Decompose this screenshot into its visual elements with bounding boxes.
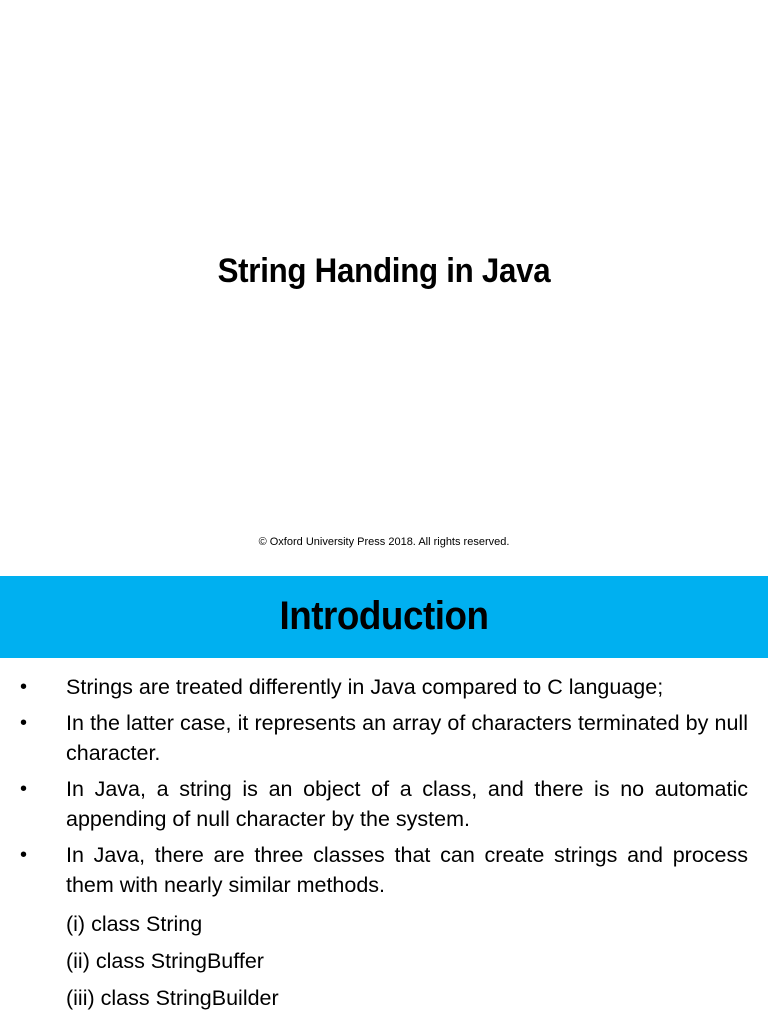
bullet-icon: •	[20, 844, 28, 866]
slide-heading: Introduction	[279, 594, 489, 638]
class-item-stringbuffer: (ii) class StringBuffer	[66, 949, 264, 973]
class-list	[66, 906, 279, 1017]
bullet-icon: •	[20, 712, 28, 734]
bullet-icon: •	[20, 676, 28, 698]
bullet-icon: •	[20, 778, 28, 800]
class-item-string: (i) class String	[66, 912, 203, 936]
introduction-slide	[0, 576, 768, 1024]
bullet-item	[0, 708, 768, 768]
copyright-notice: © Oxford University Press 2018. All rights reserved.	[258, 536, 510, 548]
bullet-text: In the latter case, it represents an array of characters terminated by null character.	[66, 711, 748, 765]
bullet-item	[0, 774, 768, 834]
bullet-item	[0, 672, 768, 702]
bullet-list	[0, 672, 768, 906]
bullet-text: In Java, there are three classes that can create strings and process them with nearly similar methods.	[66, 843, 748, 897]
bullet-item	[0, 840, 768, 900]
slide-title: String Handing in Java	[217, 252, 551, 290]
bullet-text: In Java, a string is an object of a class, and there is no automatic appending of null character by the system.	[66, 777, 748, 831]
bullet-text: Strings are treated differently in Java compared to C language;	[66, 675, 664, 699]
class-item-stringbuilder: (iii) class StringBuilder	[66, 986, 279, 1010]
